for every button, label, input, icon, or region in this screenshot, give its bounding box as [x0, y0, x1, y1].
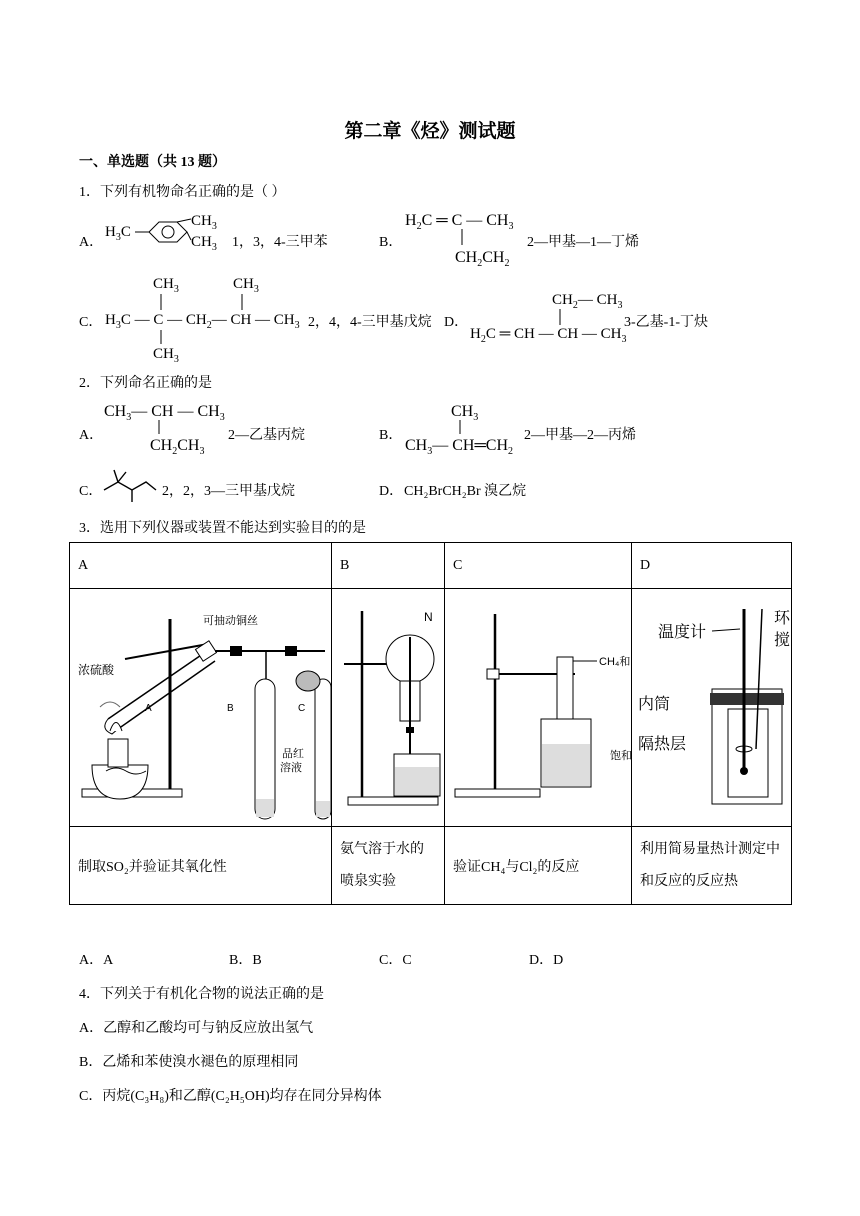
label-a: A: [145, 703, 152, 714]
label-nongliusuan: 浓硫酸: [78, 663, 115, 677]
q2-c-skeletal: [104, 468, 160, 504]
section-heading: 一、单选题（共 13 题）: [79, 155, 226, 170]
q1-c-letter: C．: [79, 315, 103, 330]
q1-a-structure: [105, 214, 225, 258]
q2-stem: 2．下列命名正确的是: [79, 376, 212, 391]
label-stirrer-1: 环: [774, 610, 791, 627]
label-baohe: 饱和: [610, 750, 632, 762]
label-n: N: [424, 610, 433, 624]
apparatus-a-cell: [70, 589, 332, 827]
q1-b-structure: [405, 207, 525, 267]
q4-option-c: C．丙烷(C₃H₈)和乙醇(C₂H₅OH)均存在同分异构体: [79, 1089, 382, 1104]
caption-a: 制取SO₂并验证其氧化性: [70, 827, 332, 905]
label-thermometer: 温度计: [658, 624, 707, 641]
label-tongsi: 可抽动铜丝: [203, 615, 258, 627]
svg-text:CH3: $CH_3$: [153, 346, 179, 365]
svg-text:H2C ═ C — CH3: $H_2C$ ═ C — $CH_3$: [405, 212, 514, 232]
q1-a-letter: A．: [79, 235, 104, 250]
q2-d-name: CH₂BrCH₂Br 溴乙烷: [404, 484, 527, 499]
q1-d-name: 3-乙基-1-丁炔: [624, 315, 708, 330]
apparatus-b-cell: [332, 589, 445, 827]
q2-c-letter: C．: [79, 484, 103, 499]
caption-b: 氨气溶于水的喷泉实验: [332, 827, 445, 905]
svg-text:CH3— CH — CH3: $CH_3—$ CH — $CH_3$: [104, 403, 225, 423]
apparatus-c-figure: [445, 589, 631, 827]
label-insulation: 隔热层: [638, 736, 687, 753]
q2-b-structure: [405, 398, 535, 458]
svg-text:H2C ═ CH — CH — CH3: $H_2C$ ═ CH — CH — $CH_3$: [470, 326, 627, 345]
q4-option-b: B．乙烯和苯使溴水褪色的原理相同: [79, 1055, 299, 1070]
label-rongye: 溶液: [280, 762, 302, 774]
apparatus-d-figure: [632, 589, 791, 827]
svg-text:CH2CH3: $CH_2CH_3$: [150, 437, 205, 457]
q4-option-a: A．乙醇和乙酸均可与钠反应放出氢气: [79, 1021, 314, 1036]
svg-text:CH3: $CH_3$: [191, 234, 217, 253]
page-title: 第二章《烃》测试题: [344, 121, 516, 142]
q4-stem: 4．下列关于有机化合物的说法正确的是: [79, 987, 324, 1002]
q1-b-name: 2—甲基—1—丁烯: [527, 235, 639, 250]
q1-d-letter: D．: [444, 315, 469, 330]
apparatus-table: [69, 542, 792, 905]
q2-a-name: 2—乙基丙烷: [228, 428, 305, 443]
label-c: C: [298, 703, 306, 714]
svg-text:CH3— CH═CH2: $CH_3—$ $CH═CH_2$: [405, 437, 514, 457]
col-header-d: D: [632, 543, 792, 589]
label-inner-tube: 内筒: [638, 696, 671, 713]
q3-choice-a: A．A: [79, 953, 114, 968]
col-header-c: C: [445, 543, 632, 589]
q1-c-structure: [105, 272, 305, 365]
svg-text:CH3: $CH_3$: [451, 403, 479, 423]
label-ch4: CH₄和: [599, 656, 631, 668]
col-header-b: B: [332, 543, 445, 589]
svg-text:H3C — C — CH2— CH — CH3: $H_3C$ — C — $CH_2—$ CH — $CH_3$: [105, 312, 300, 331]
q3-choice-d: D．D: [529, 953, 564, 968]
q3-stem: 3．选用下列仪器或装置不能达到实验目的的是: [79, 521, 366, 536]
q2-b-letter: B．: [379, 428, 403, 443]
q1-c-name: 2，4，4-三甲基戊烷: [308, 315, 432, 330]
caption-d: 利用简易量热计测定中和反应的反应热: [632, 827, 792, 905]
q3-choice-b: B．B: [229, 953, 262, 968]
q2-d-letter: D．: [379, 484, 404, 499]
svg-text:CH3: $CH_3$: [191, 213, 217, 232]
label-pinhong: 品红: [282, 748, 304, 760]
q1-a-name: 1，3，4-三甲苯: [232, 235, 328, 250]
svg-text:CH2CH2: $CH_2CH_2$: [455, 249, 510, 269]
q2-a-structure: [104, 398, 234, 458]
svg-text:CH3: $CH_3$: [153, 276, 179, 295]
apparatus-d-cell: [632, 589, 792, 827]
q3-choice-c: C．C: [379, 953, 412, 968]
label-stirrer-2: 搅: [774, 632, 791, 649]
svg-text:CH3: $CH_3$: [233, 276, 259, 295]
q1-b-letter: B．: [379, 235, 403, 250]
q2-c-name: 2，2，3—三甲基戊烷: [162, 484, 295, 499]
q1-stem: 1．下列有机物命名正确的是（ ）: [79, 185, 286, 200]
apparatus-b-figure: [332, 589, 444, 827]
q2-b-name: 2—甲基—2—丙烯: [524, 428, 636, 443]
col-header-a: A: [70, 543, 332, 589]
svg-text:H3C: $H_3C$: [105, 224, 131, 243]
apparatus-a-figure: [70, 589, 331, 827]
apparatus-c-cell: [445, 589, 632, 827]
q1-d-structure: [470, 288, 630, 348]
caption-c: 验证CH₄与Cl₂的反应: [445, 827, 632, 905]
q2-a-letter: A．: [79, 428, 104, 443]
svg-text:CH2— CH3: $CH_2—$ $CH_3$: [552, 292, 623, 311]
label-b: B: [227, 703, 234, 714]
